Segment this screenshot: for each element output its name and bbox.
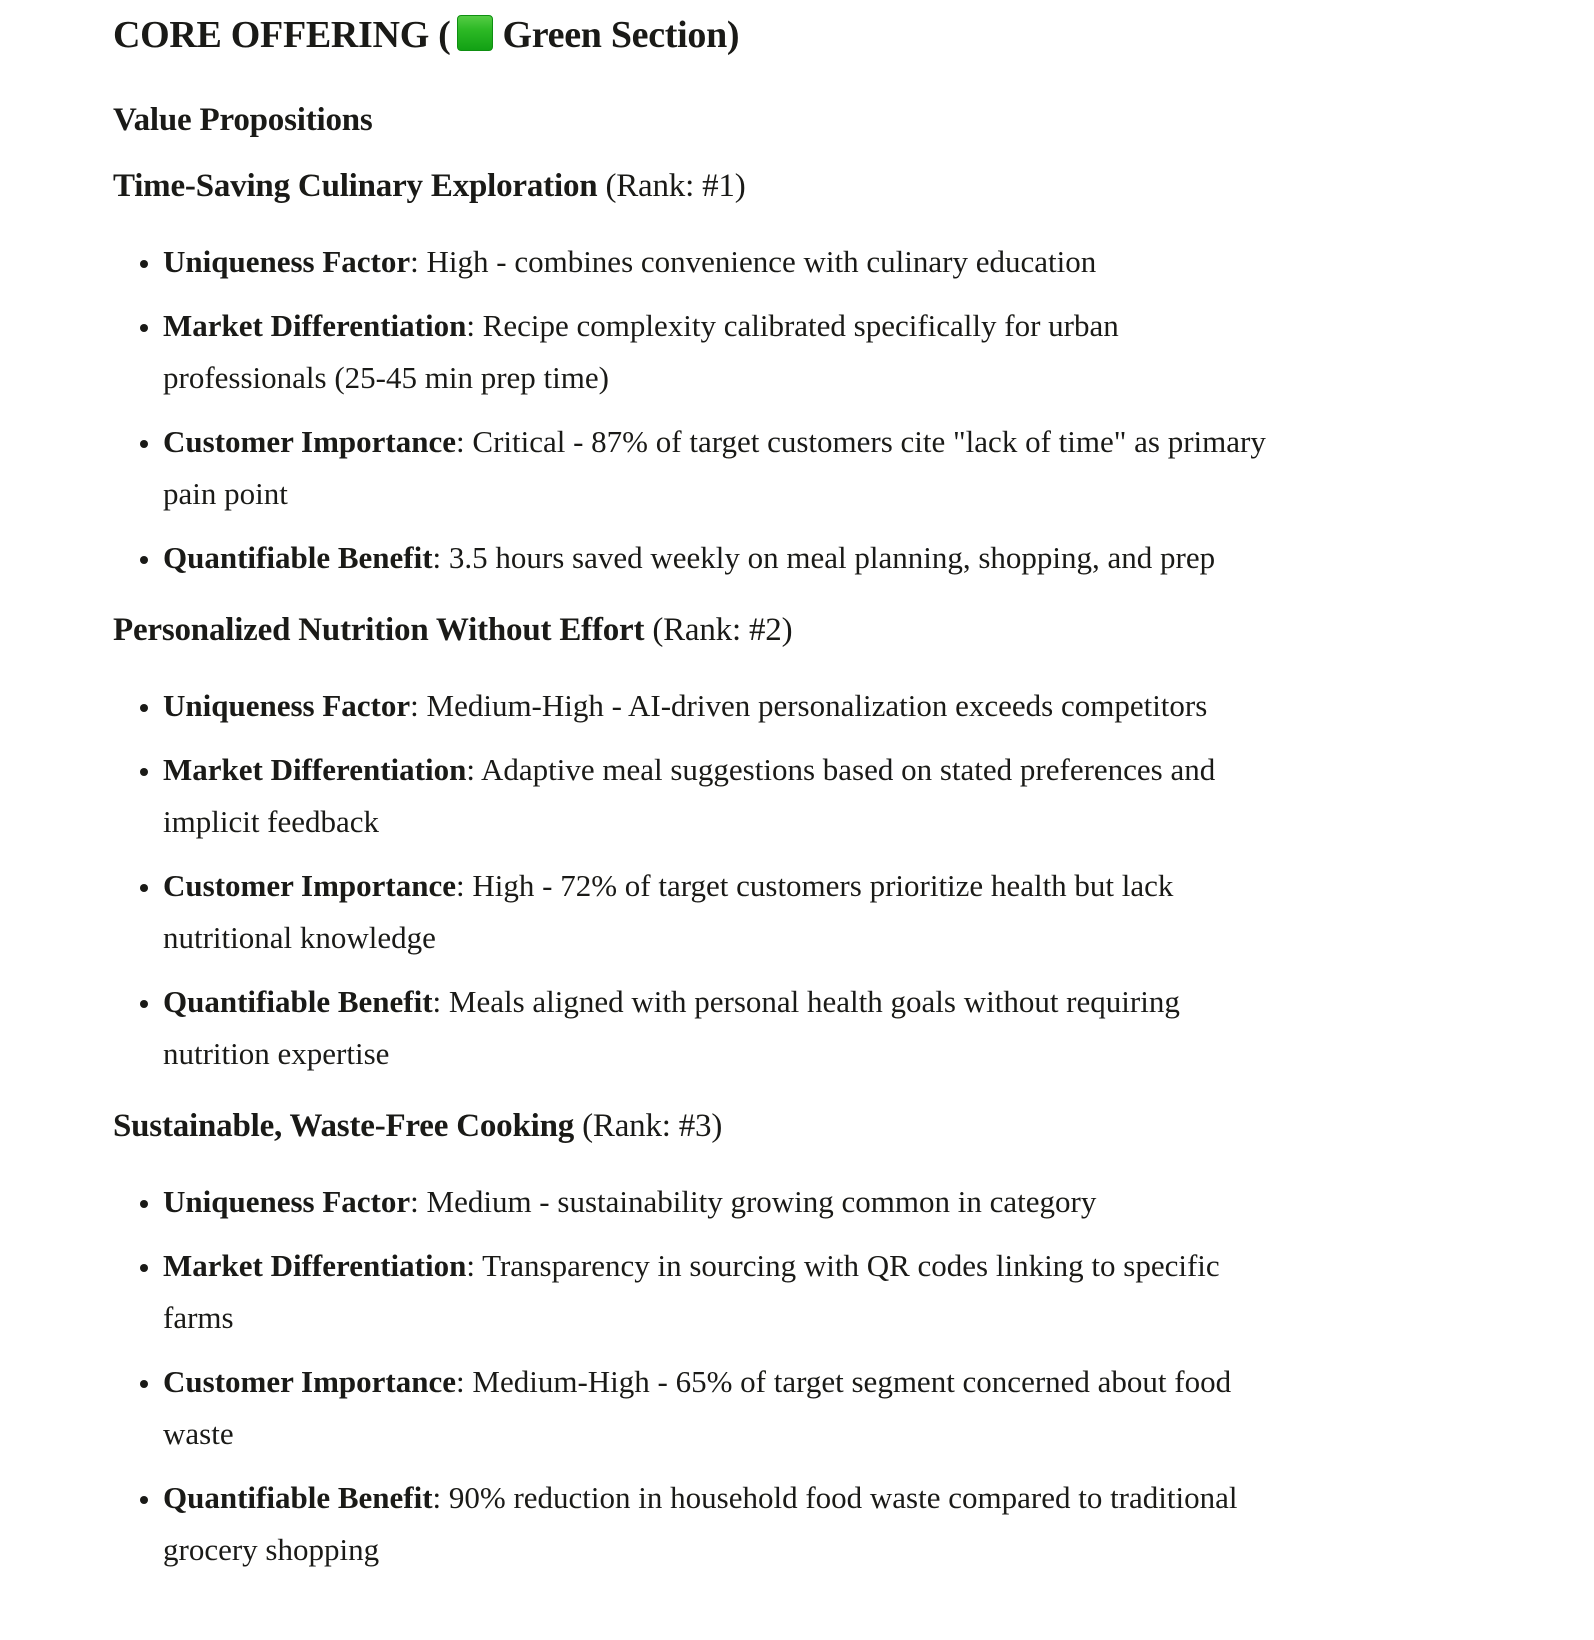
bullet-line	[163, 236, 1504, 288]
bullet-line	[163, 532, 1504, 584]
bullet-text: : Recipe complexity calibrated specifically for urban	[466, 308, 1119, 343]
bullet-item	[163, 416, 1504, 520]
sections-container	[113, 166, 1504, 1576]
section-rank: (Rank: #1)	[597, 168, 746, 204]
bullet-line	[163, 976, 1504, 1028]
bullet-text: : 3.5 hours saved weekly on meal planning, shopping, and prep	[432, 540, 1216, 575]
bullet-line	[163, 1176, 1504, 1228]
bullet-text: : Medium - sustainability growing common in category	[410, 1184, 1097, 1219]
bullet-text-continued: farms	[163, 1300, 234, 1335]
bullet-text-continued: implicit feedback	[163, 804, 380, 839]
bullet-label: Uniqueness Factor	[163, 244, 411, 279]
bullet-text: : 90% reduction in household food waste compared to traditional	[432, 1480, 1238, 1515]
bullet-label: Customer Importance	[163, 868, 457, 903]
section-rank: (Rank: #2)	[644, 612, 793, 648]
bullet-text-continued: grocery shopping	[163, 1532, 380, 1567]
bullet-text: : High - combines convenience with culinary education	[410, 244, 1097, 279]
bullet-label: Uniqueness Factor	[163, 688, 411, 723]
bullet-list	[113, 236, 1504, 584]
bullet-text-continued: pain point	[163, 476, 288, 511]
bullet-item	[163, 1356, 1504, 1460]
bullet-line	[163, 680, 1504, 732]
bullet-label: Quantifiable Benefit	[163, 540, 433, 575]
bullet-item	[163, 236, 1504, 288]
bullet-label: Customer Importance	[163, 1364, 457, 1399]
bullet-item	[163, 744, 1504, 848]
bullet-line	[163, 1240, 1504, 1292]
subtitle-value-propositions: Value Propositions	[113, 102, 373, 138]
bullet-line	[163, 744, 1504, 796]
bullet-item	[163, 976, 1504, 1080]
section-title: Personalized Nutrition Without Effort	[113, 612, 645, 648]
bullet-text: : High - 72% of target customers prioritize health but lack	[456, 868, 1174, 903]
bullet-list	[113, 680, 1504, 1080]
bullet-text-continued: professionals (25-45 min prep time)	[163, 360, 609, 395]
bullet-text-continued: nutritional knowledge	[163, 920, 436, 955]
bullet-item	[163, 1472, 1504, 1576]
bullet-text-continued: nutrition expertise	[163, 1036, 390, 1071]
bullet-item	[163, 532, 1504, 584]
bullet-line	[163, 1472, 1504, 1524]
bullet-label: Quantifiable Benefit	[163, 984, 433, 1019]
bullet-label: Customer Importance	[163, 424, 457, 459]
bullet-text: : Critical - 87% of target customers cite "lack of time" as primary	[456, 424, 1266, 459]
bullet-text-continued: waste	[163, 1416, 234, 1451]
section-title: Sustainable, Waste-Free Cooking	[113, 1108, 575, 1144]
bullet-item	[163, 1240, 1504, 1344]
bullet-text: : Meals aligned with personal health goals without requiring	[432, 984, 1180, 1019]
bullet-text: : Medium-High - AI-driven personalization exceeds competitors	[410, 688, 1208, 723]
bullet-label: Market Differentiation	[163, 1248, 467, 1283]
bullet-line	[163, 416, 1504, 468]
page-title	[113, 10, 1504, 60]
bullet-line	[163, 300, 1504, 352]
section-rank: (Rank: #3)	[574, 1108, 723, 1144]
bullet-text: : Transparency in sourcing with QR codes linking to specific	[466, 1248, 1220, 1283]
bullet-item	[163, 300, 1504, 404]
section-heading	[113, 166, 1504, 206]
bullet-label: Quantifiable Benefit	[163, 1480, 433, 1515]
bullet-item	[163, 680, 1504, 732]
green-square-emoji	[457, 15, 493, 51]
section-heading	[113, 1106, 1504, 1146]
bullet-line	[163, 860, 1504, 912]
bullet-label: Market Differentiation	[163, 308, 467, 343]
bullet-list	[113, 1176, 1504, 1576]
bullet-item	[163, 860, 1504, 964]
page-title-prefix: CORE OFFERING (	[113, 14, 451, 56]
bullet-item	[163, 1176, 1504, 1228]
bullet-text: : Medium-High - 65% of target segment concerned about food	[456, 1364, 1232, 1399]
bullet-label: Market Differentiation	[163, 752, 467, 787]
bullet-text: : Adaptive meal suggestions based on stated preferences and	[466, 752, 1216, 787]
bullet-label: Uniqueness Factor	[163, 1184, 411, 1219]
section-heading	[113, 610, 1504, 650]
page-title-suffix: Green Section)	[502, 14, 740, 56]
section-title: Time-Saving Culinary Exploration	[113, 168, 598, 204]
bullet-line	[163, 1356, 1504, 1408]
